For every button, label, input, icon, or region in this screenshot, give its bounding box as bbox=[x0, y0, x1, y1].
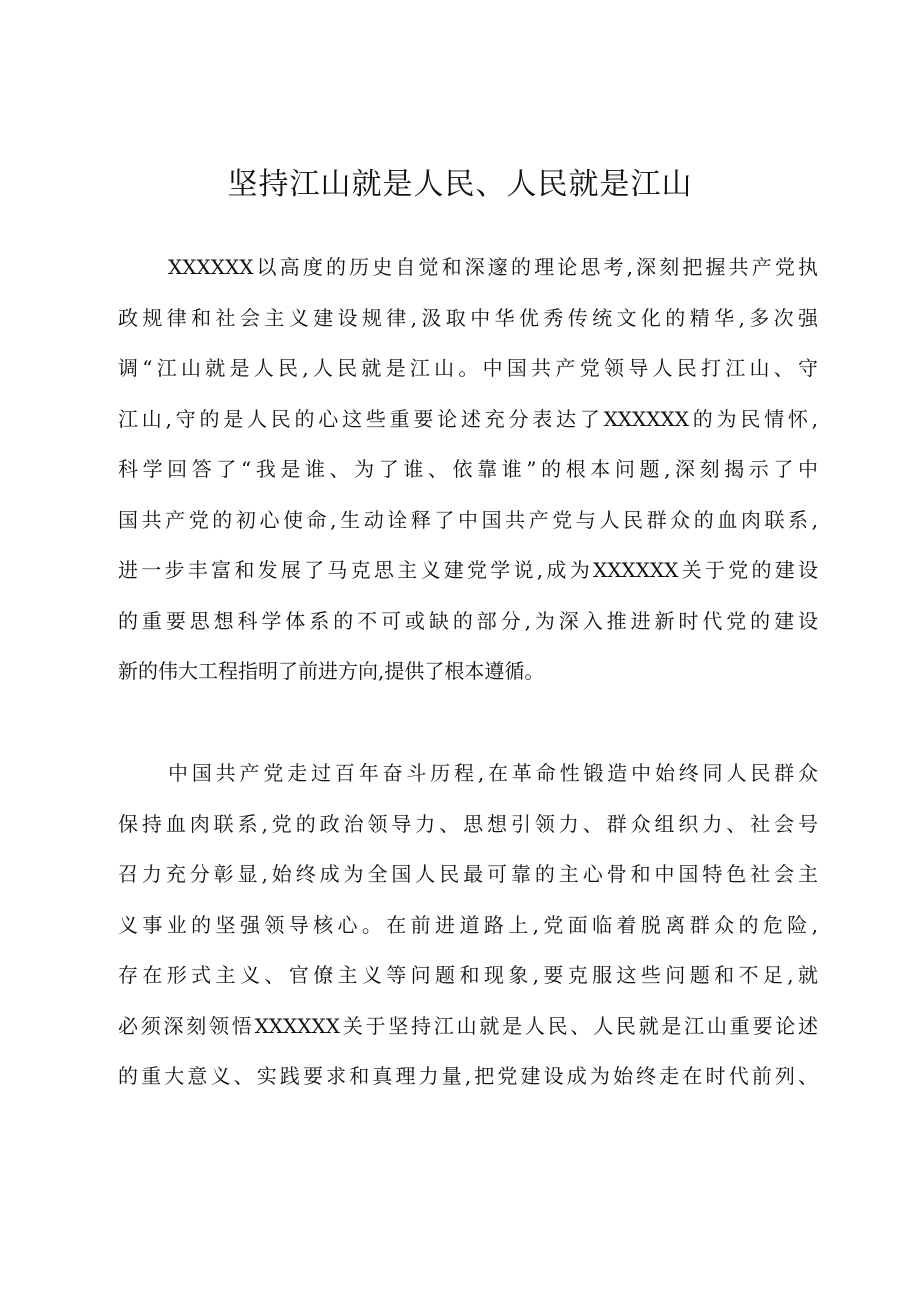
paragraph-line: 新的伟大工程指明了前进方向,提供了根本遵循。 bbox=[118, 659, 545, 683]
paragraph-2 bbox=[118, 748, 818, 1102]
paragraph-line: 国共产党的初心使命,生动诠释了中国共产党与人民群众的血肉联系, bbox=[118, 507, 818, 532]
paragraph-1 bbox=[118, 242, 818, 697]
paragraph-line: XXXXXX以高度的历史自觉和深邃的理论思考,深刻把握共产党执 bbox=[168, 255, 818, 279]
paragraph-line: 存在形式主义、官僚主义等问题和现象,要克服这些问题和不足,就 bbox=[118, 963, 818, 987]
paragraph-line: 进一步丰富和发展了马克思主义建党学说,成为XXXXXX关于党的建设 bbox=[118, 558, 818, 582]
paragraph-line: 必须深刻领悟XXXXXX关于坚持江山就是人民、人民就是江山重要论述 bbox=[118, 1013, 818, 1038]
paragraph-line: 的重要思想科学体系的不可或缺的部分,为深入推进新时代党的建设 bbox=[118, 608, 818, 633]
paragraph-line: 科学回答了“我是谁、为了谁、依靠谁”的根本问题,深刻揭示了中 bbox=[118, 457, 818, 481]
paragraph-line: 中国共产党走过百年奋斗历程,在革命性锻造中始终同人民群众 bbox=[168, 761, 818, 785]
paragraph-line: 政规律和社会主义建设规律,汲取中华优秀传统文化的精华,多次强 bbox=[118, 305, 818, 330]
paragraph-line: 义事业的坚强领导核心。在前进道路上,党面临着脱离群众的危险, bbox=[118, 912, 818, 937]
paragraph-line: 的重大意义、实践要求和真理力量,把党建设成为始终走在时代前列、 bbox=[118, 1064, 818, 1088]
paragraph-line: 召力充分彰显,始终成为全国人民最可靠的主心骨和中国特色社会主 bbox=[118, 862, 818, 886]
paragraph-line: 保持血肉联系,党的政治领导力、思想引领力、群众组织力、社会号 bbox=[118, 811, 818, 836]
paragraph-line: 调“江山就是人民,人民就是江山。中国共产党领导人民打江山、守 bbox=[118, 356, 818, 380]
paragraph-line: 江山,守的是人民的心这些重要论述充分表达了XXXXXX的为民情怀, bbox=[118, 406, 818, 431]
document-title: 坚持江山就是人民、人民就是江山 bbox=[227, 167, 693, 202]
